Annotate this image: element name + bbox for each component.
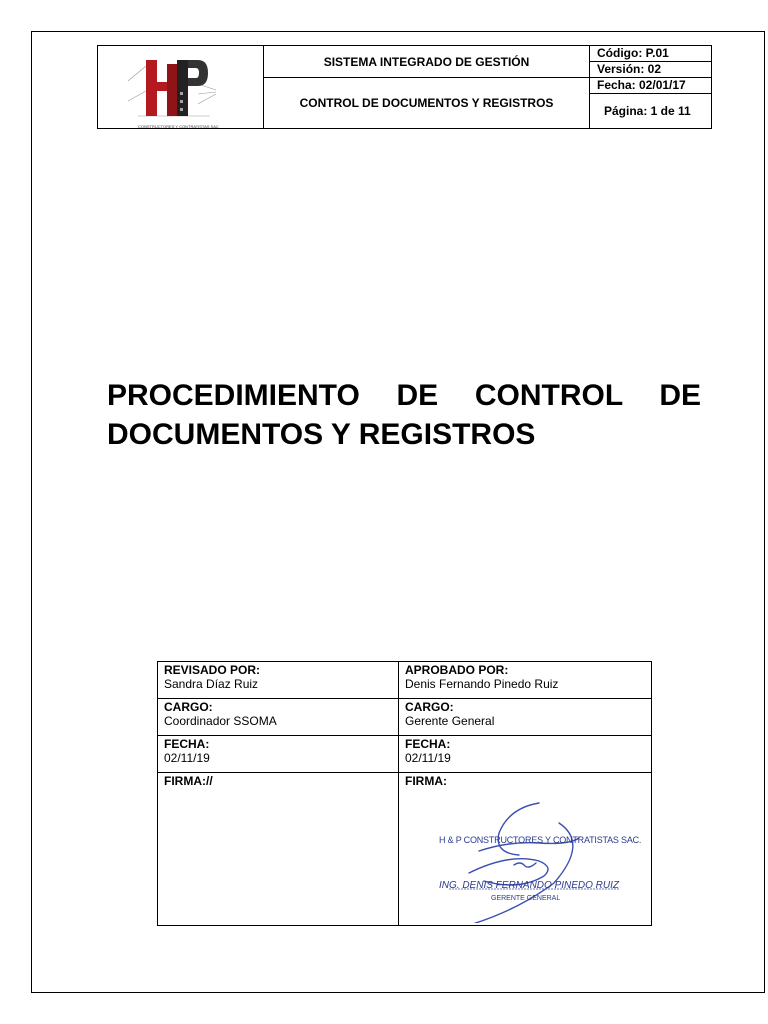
page-number: Página: 1 de 11: [604, 103, 691, 118]
document-code: Código: P.01: [590, 46, 711, 62]
document-title: PROCEDIMIENTO DE CONTROL DE DOCUMENTOS Y REGISTROS: [107, 379, 701, 451]
reviewer-role-cell: [158, 699, 398, 736]
logo-caption: CONSTRUCTORES Y CONTRATISTAS SAC: [138, 124, 219, 129]
approved-by-label: APROBADO POR:: [405, 663, 509, 677]
reviewer-date-value: 02/11/19: [164, 751, 210, 765]
reviewed-by-cell: [158, 662, 398, 699]
reviewer-signature-cell: [158, 773, 398, 925]
reviewer-role-value: Coordinador SSOMA: [164, 714, 277, 728]
reviewer-date-cell: [158, 736, 398, 773]
system-name: SISTEMA INTEGRADO DE GESTIÓN: [264, 46, 590, 78]
company-logo: [98, 46, 264, 128]
stamp-company: H & P CONSTRUCTORES Y CONTRATISTAS SAC.: [439, 835, 642, 845]
document-header: [97, 45, 712, 129]
approved-by-value: Denis Fernando Pinedo Ruiz: [405, 677, 559, 691]
stamp-role: GERENTE GENERAL: [491, 895, 561, 902]
document-version: Versión: 02: [590, 62, 711, 78]
approver-role-value: Gerente General: [405, 714, 495, 728]
reviewer-column: [158, 662, 399, 925]
approver-role-label: CARGO:: [405, 700, 454, 714]
approver-role-cell: [399, 699, 651, 736]
approver-date-cell: [399, 736, 651, 773]
reviewed-by-value: Sandra Díaz Ruiz: [164, 677, 259, 691]
approved-by-cell: [399, 662, 651, 699]
approver-signature-label: FIRMA:: [405, 774, 447, 788]
approver-date-label: FECHA:: [405, 737, 451, 751]
reviewer-signature-label: FIRMA://: [164, 774, 213, 788]
logo-cell: [98, 46, 264, 128]
approver-signature-cell: [399, 773, 651, 925]
reviewer-date-label: FECHA:: [164, 737, 210, 751]
approver-date-value: 02/11/19: [405, 751, 451, 765]
reviewer-role-label: CARGO:: [164, 700, 213, 714]
approver-column: [399, 662, 651, 925]
stamp-name: ING. DENIS FERNANDO PINEDO RUIZ: [439, 880, 620, 891]
approval-table: [157, 661, 652, 926]
reviewed-by-label: REVISADO POR:: [164, 663, 261, 677]
document-subject: CONTROL DE DOCUMENTOS Y REGISTROS: [264, 78, 590, 128]
document-date: Fecha: 02/01/17: [590, 78, 711, 94]
